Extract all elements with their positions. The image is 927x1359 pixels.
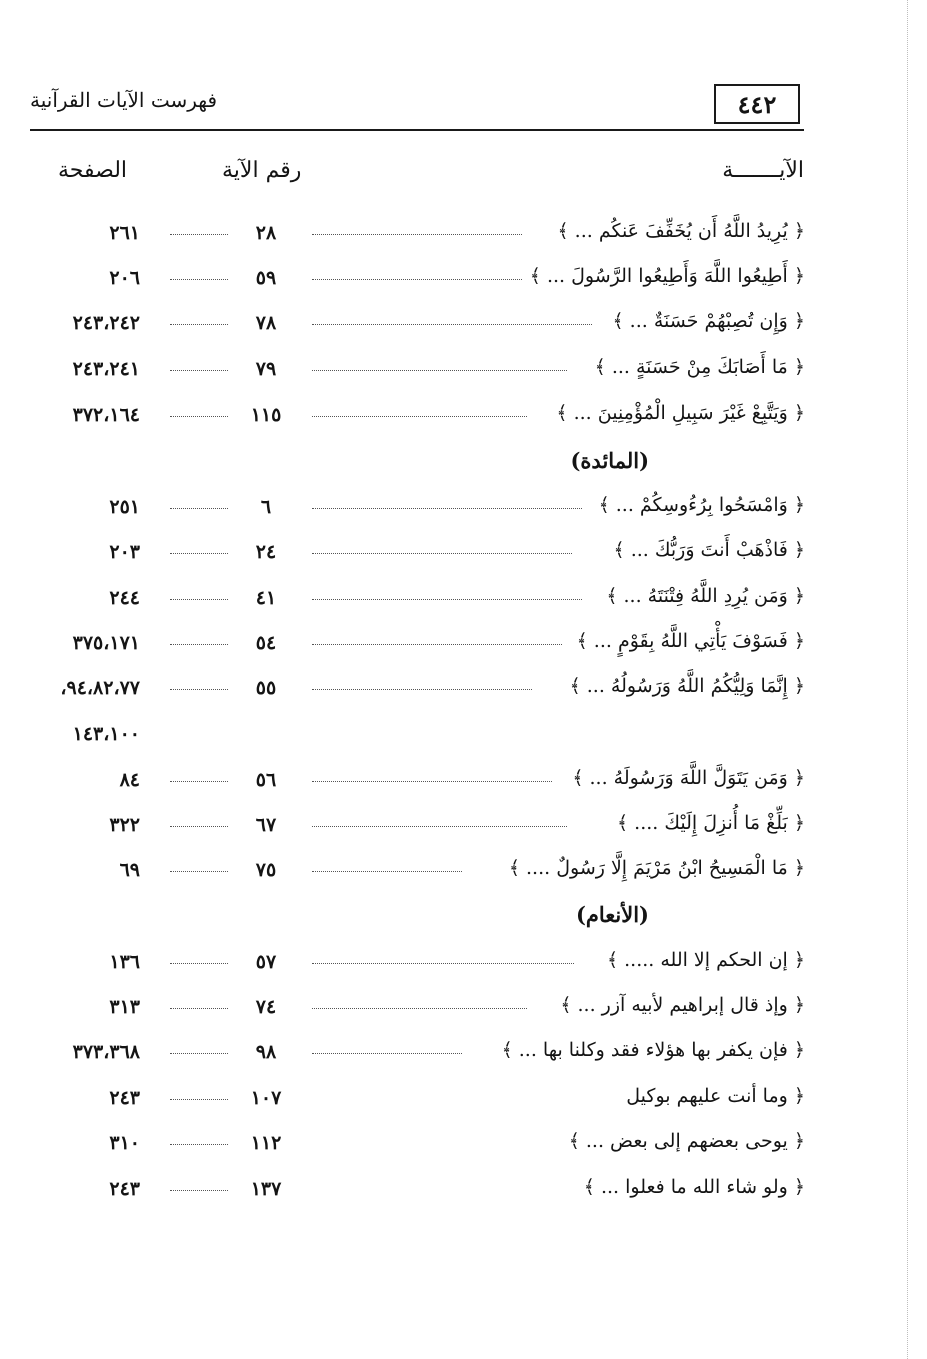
verse-text: ﴿ يوحى بعضهم إلى بعض ... ﴾ — [568, 1130, 805, 1152]
dot-leader — [312, 689, 532, 690]
dot-leader — [312, 1008, 527, 1009]
surah-heading: (الأنعام) — [575, 902, 649, 927]
verse-number: ٢٨ — [255, 222, 277, 244]
header-rule — [30, 129, 804, 131]
page-reference: ٨٤ — [119, 769, 140, 791]
verse-text: ﴿ فإن يكفر بها هؤلاء فقد وكلنا بها ... ﴾ — [501, 1039, 805, 1061]
dot-leader — [312, 599, 582, 600]
verse-number: ٦٧ — [255, 814, 277, 836]
index-row-continuation — [0, 715, 927, 755]
dot-leader — [170, 508, 228, 509]
dot-leader — [170, 644, 228, 645]
page-reference: ٢٠٦ — [109, 267, 140, 289]
verse-number: ٧٨ — [255, 312, 277, 334]
verse-number: ٥٦ — [255, 769, 277, 791]
verse-number: ٥٧ — [255, 951, 277, 973]
verse-number: ١١٥ — [250, 404, 282, 426]
index-row — [0, 624, 927, 664]
verse-number: ٩٨ — [255, 1041, 277, 1063]
verse-text: ﴿ بَلِّغْ مَا أُنزِلَ إِلَيْكَ .... ﴾ — [617, 812, 805, 834]
page-reference: ٢٥١ — [109, 496, 140, 518]
verse-text: ﴿ ولو شاء الله ما فعلوا ... ﴾ — [583, 1176, 805, 1198]
dot-leader — [312, 553, 572, 554]
page-number: ٤٤٢ — [714, 84, 800, 124]
verse-text: ﴿ وَامْسَحُوا بِرُءُوسِكُمْ ... ﴾ — [598, 494, 805, 516]
verse-number: ٥٥ — [255, 677, 277, 699]
dot-leader — [312, 324, 592, 325]
page-reference: ٢٦١ — [109, 222, 140, 244]
surah-heading: (المائدة) — [570, 448, 649, 473]
verse-text: ﴿ وما أنت عليهم بوكيل — [626, 1085, 805, 1107]
verse-text: ﴿ فَاذْهَبْ أَنتَ وَرَبُّكَ ... ﴾ — [613, 539, 805, 561]
verse-text: ﴿ وإذ قال إبراهيم لأبيه آزر ... ﴾ — [560, 994, 805, 1016]
dot-leader — [170, 324, 228, 325]
dot-leader — [170, 1053, 228, 1054]
index-row — [0, 1170, 927, 1210]
index-row — [0, 761, 927, 801]
verse-text: ﴿ إن الحكم إلا الله ..... ﴾ — [606, 949, 805, 971]
dot-leader — [312, 416, 527, 417]
dot-leader — [170, 963, 228, 964]
dot-leader — [312, 963, 574, 964]
dot-leader — [170, 1190, 228, 1191]
verse-text: ﴿ مَا أَصَابَكَ مِنْ حَسَنَةٍ ... ﴾ — [594, 356, 805, 378]
dot-leader — [170, 370, 228, 371]
dot-leader — [170, 826, 228, 827]
verse-number: ٥٩ — [255, 267, 277, 289]
dot-leader — [170, 234, 228, 235]
dot-leader — [312, 871, 462, 872]
index-row — [0, 1033, 927, 1073]
verse-text: ﴿ يُرِيدُ اللَّهُ أَن يُخَفِّفَ عَنكُم ... ﴾ — [557, 220, 805, 242]
index-row — [0, 669, 927, 709]
page-reference: ٢٠٣ — [109, 541, 140, 563]
dot-leader — [312, 279, 522, 280]
index-row — [0, 304, 927, 344]
dot-leader — [170, 599, 228, 600]
index-row — [0, 488, 927, 528]
verse-text: ﴿ وَيَتَّبِعْ غَيْرَ سَبِيلِ الْمُؤْمِنِينَ ... ﴾ — [556, 402, 805, 424]
index-row — [0, 259, 927, 299]
dot-leader — [312, 781, 552, 782]
dot-leader — [312, 644, 562, 645]
verse-number: ٧٥ — [255, 859, 277, 881]
page-reference: ٣١٣ — [109, 996, 140, 1018]
verse-number: ٧٤ — [255, 996, 277, 1018]
dot-leader — [170, 416, 228, 417]
verse-text: ﴿ وَمَن يُرِدِ اللَّهُ فِتْنَتَهُ ... ﴾ — [606, 585, 805, 607]
page-reference: ٢٤٣،٢٤٢ — [72, 312, 140, 334]
verse-text: ﴿ أَطِيعُوا اللَّهَ وَأَطِيعُوا الرَّسُولَ ... ﴾ — [529, 265, 805, 287]
page-reference: ٢٤٤ — [109, 587, 140, 609]
dot-leader — [170, 1008, 228, 1009]
index-row — [0, 1124, 927, 1164]
column-header-verse-number: رقم الآية — [222, 158, 302, 183]
index-row — [0, 988, 927, 1028]
index-row — [0, 806, 927, 846]
page-reference: ١٣٦ — [109, 951, 140, 973]
page-reference: ٣٧٢،١٦٤ — [72, 404, 140, 426]
page-reference: ٦٩ — [119, 859, 140, 881]
verse-number: ١٠٧ — [250, 1087, 282, 1109]
verse-number: ٥٤ — [255, 632, 277, 654]
index-row — [0, 1079, 927, 1119]
page-reference: ٣٧٥،١٧١ — [72, 632, 140, 654]
page-reference: ٩٤،٨٢،٧٧، — [60, 677, 140, 699]
dot-leader — [170, 1144, 228, 1145]
dot-leader — [170, 279, 228, 280]
verse-text: ﴿ وَإِن تُصِبْهُمْ حَسَنَةٌ ... ﴾ — [612, 310, 805, 332]
index-row — [0, 943, 927, 983]
verse-text: ﴿ وَمَن يَتَوَلَّ اللَّهَ وَرَسُولَهُ ... ﴾ — [572, 767, 805, 789]
page-reference: ٢٤٣،٢٤١ — [72, 358, 140, 380]
dot-leader — [170, 781, 228, 782]
verse-number: ٧٩ — [255, 358, 277, 380]
page-reference: ٣٢٢ — [109, 814, 140, 836]
verse-number: ٤١ — [255, 587, 277, 609]
dot-leader — [170, 871, 228, 872]
column-header-verse: الآيـــــــة — [722, 158, 804, 183]
index-row — [0, 533, 927, 573]
dot-leader — [312, 234, 522, 235]
dot-leader — [312, 508, 582, 509]
verse-text: ﴿ فَسَوْفَ يَأْتِي اللَّهُ بِقَوْمٍ ... ﴾ — [576, 630, 805, 652]
index-row — [0, 350, 927, 390]
dot-leader — [312, 370, 567, 371]
verse-number: ٢٤ — [255, 541, 277, 563]
dot-leader — [170, 553, 228, 554]
column-header-page: الصفحة — [58, 158, 128, 183]
verse-text: ﴿ إِنَّمَا وَلِيُّكُمُ اللَّهُ وَرَسُولُهُ ... ﴾ — [569, 675, 805, 697]
verse-number: ١٣٧ — [250, 1178, 282, 1200]
index-row — [0, 396, 927, 436]
dot-leader — [312, 826, 567, 827]
dot-leader — [312, 1053, 462, 1054]
dot-leader — [170, 689, 228, 690]
running-title: فهرست الآيات القرآنية — [30, 88, 218, 112]
page-reference: ٢٤٣ — [109, 1178, 140, 1200]
page-reference: ١٤٣،١٠٠ — [72, 723, 140, 745]
index-row — [0, 214, 927, 254]
page-reference: ٣٧٣،٣٦٨ — [72, 1041, 140, 1063]
verse-number: ٦ — [260, 496, 272, 518]
verse-text: ﴿ مَا الْمَسِيحُ ابْنُ مَرْيَمَ إِلَّا رَسُولٌ .... ﴾ — [508, 857, 805, 879]
page-reference: ٣١٠ — [109, 1132, 140, 1154]
index-row — [0, 851, 927, 891]
verse-number: ١١٢ — [250, 1132, 282, 1154]
page-reference: ٢٤٣ — [109, 1087, 140, 1109]
dot-leader — [170, 1099, 228, 1100]
index-row — [0, 579, 927, 619]
